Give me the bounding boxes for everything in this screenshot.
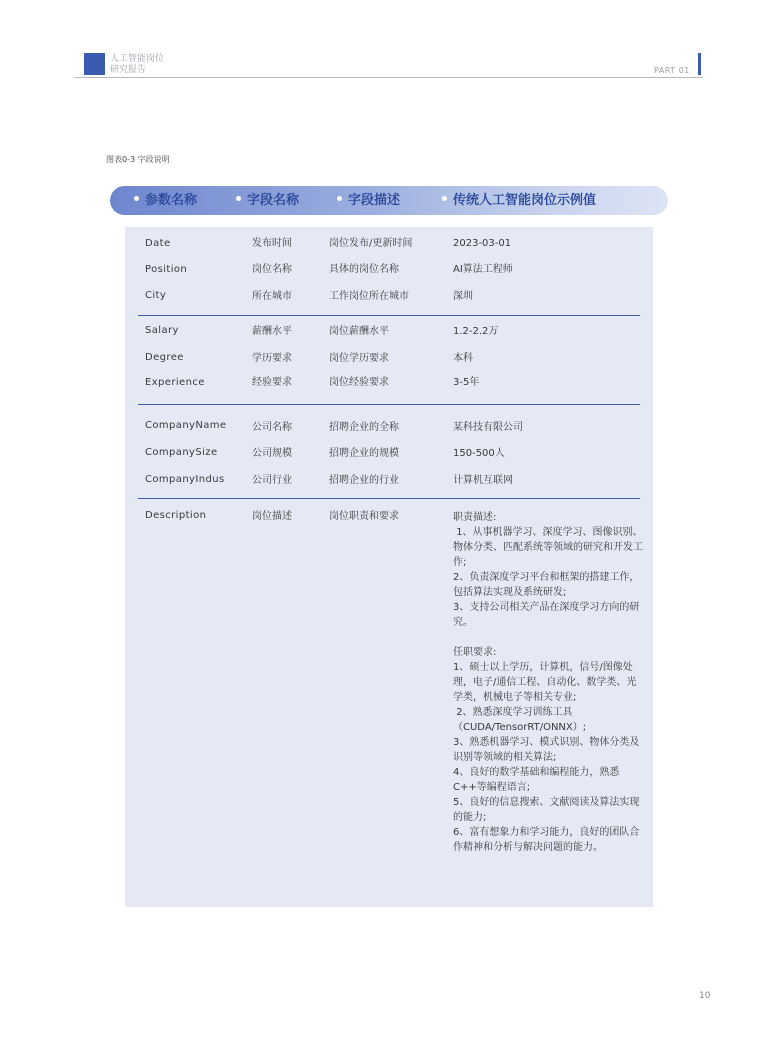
bullet-icon xyxy=(337,196,342,201)
column-header-field-name: 字段名称 xyxy=(236,192,299,209)
cell-param-date: Date xyxy=(145,238,171,249)
cell-name-position: 岗位名称 xyxy=(252,264,292,275)
cell-desc-salary: 岗位薪酬水平 xyxy=(329,326,389,337)
bullet-icon xyxy=(236,196,241,201)
cell-param-description: Description xyxy=(145,510,207,521)
column-header-field-desc: 字段描述 xyxy=(337,192,400,209)
cell-param-city: City xyxy=(145,290,167,301)
cell-desc-degree: 岗位学历要求 xyxy=(329,353,389,364)
cell-example-date: 2023-03-01 xyxy=(453,238,512,249)
cell-example-salary: 1.2-2.2万 xyxy=(453,326,499,337)
cell-desc-experience: 岗位经验要求 xyxy=(329,377,389,388)
report-title-line1: 人工智能岗位 xyxy=(110,54,165,64)
cell-name-degree: 学历要求 xyxy=(252,353,292,364)
group-divider xyxy=(138,404,640,405)
cell-example-experience: 3-5年 xyxy=(453,377,480,388)
cell-name-city: 所在城市 xyxy=(252,291,292,302)
cell-name-company-name: 公司名称 xyxy=(252,422,292,433)
cell-name-company-industry: 公司行业 xyxy=(252,475,292,486)
cell-name-experience: 经验要求 xyxy=(252,377,292,388)
cell-param-experience: Experience xyxy=(145,377,205,388)
report-logo-block xyxy=(84,53,105,75)
page-number: 10 xyxy=(699,991,711,1001)
part-label: PART 01 xyxy=(654,66,690,75)
cell-desc-date: 岗位发布/更新时间 xyxy=(329,238,413,249)
header-divider xyxy=(74,77,703,78)
cell-example-company-name: 某科技有限公司 xyxy=(453,422,523,433)
part-accent-bar xyxy=(698,53,701,75)
cell-example-company-size: 150-500人 xyxy=(453,448,505,459)
column-header-example: 传统人工智能岗位示例值 xyxy=(442,192,596,209)
report-title-line2: 研究报告 xyxy=(110,65,147,75)
cell-example-city: 深圳 xyxy=(453,291,473,302)
cell-desc-company-size: 招聘企业的规模 xyxy=(329,448,399,459)
cell-param-salary: Salary xyxy=(145,325,179,336)
group-divider xyxy=(138,315,640,316)
cell-name-description: 岗位描述 xyxy=(252,511,292,522)
cell-example-degree: 本科 xyxy=(453,353,473,364)
cell-desc-city: 工作岗位所在城市 xyxy=(329,291,409,302)
cell-param-company-industry: CompanyIndus xyxy=(145,474,225,485)
cell-desc-position: 具体的岗位名称 xyxy=(329,264,399,275)
cell-param-degree: Degree xyxy=(145,352,184,363)
cell-desc-company-industry: 招聘企业的行业 xyxy=(329,475,399,486)
bullet-icon xyxy=(134,196,139,201)
cell-name-company-size: 公司规模 xyxy=(252,448,292,459)
cell-example-company-industry: 计算机互联网 xyxy=(453,475,513,486)
cell-desc-company-name: 招聘企业的全称 xyxy=(329,422,399,433)
group-divider xyxy=(138,498,640,499)
cell-param-position: Position xyxy=(145,264,188,275)
cell-param-company-size: CompanySize xyxy=(145,447,218,458)
cell-desc-description: 岗位职责和要求 xyxy=(329,511,399,522)
cell-example-position: AI算法工程师 xyxy=(453,264,513,275)
bullet-icon xyxy=(442,196,447,201)
cell-param-company-name: CompanyName xyxy=(145,420,227,431)
cell-name-salary: 薪酬水平 xyxy=(252,326,292,337)
cell-example-description: 职责描述: 1、从事机器学习、深度学习、图像识别、物体分类、匹配系统等领域的研究和开发工作; 2、负责深度学习平台和框架的搭建工作，包括算法实现及系统研发; 3、支持公司相关产品在深度学习方向的研究。 任职要求: 1、硕士以上学历，计算机，信号/图像处理，电子/通信工程、自动化、数学类、光学类，机械电子等相关专业; 2、熟悉深度学习训练工具（CUDA/TensorRT/ONNX）; 3、熟悉机器学习、模式识别、物体分类及识别等领域的相关算法; 4、良好的数学基础和编程能力，熟悉C++等编程语言; 5、良好的信息搜索、文献阅读及算法实现的能力; 6、富有想象力和学习能力，良好的团队合作精神和分析与解决问题的能力。 xyxy=(453,512,643,853)
figure-caption: 图表0-3 字段说明 xyxy=(106,155,170,164)
cell-name-date: 发布时间 xyxy=(252,238,292,249)
column-header-param: 参数名称 xyxy=(134,192,197,209)
